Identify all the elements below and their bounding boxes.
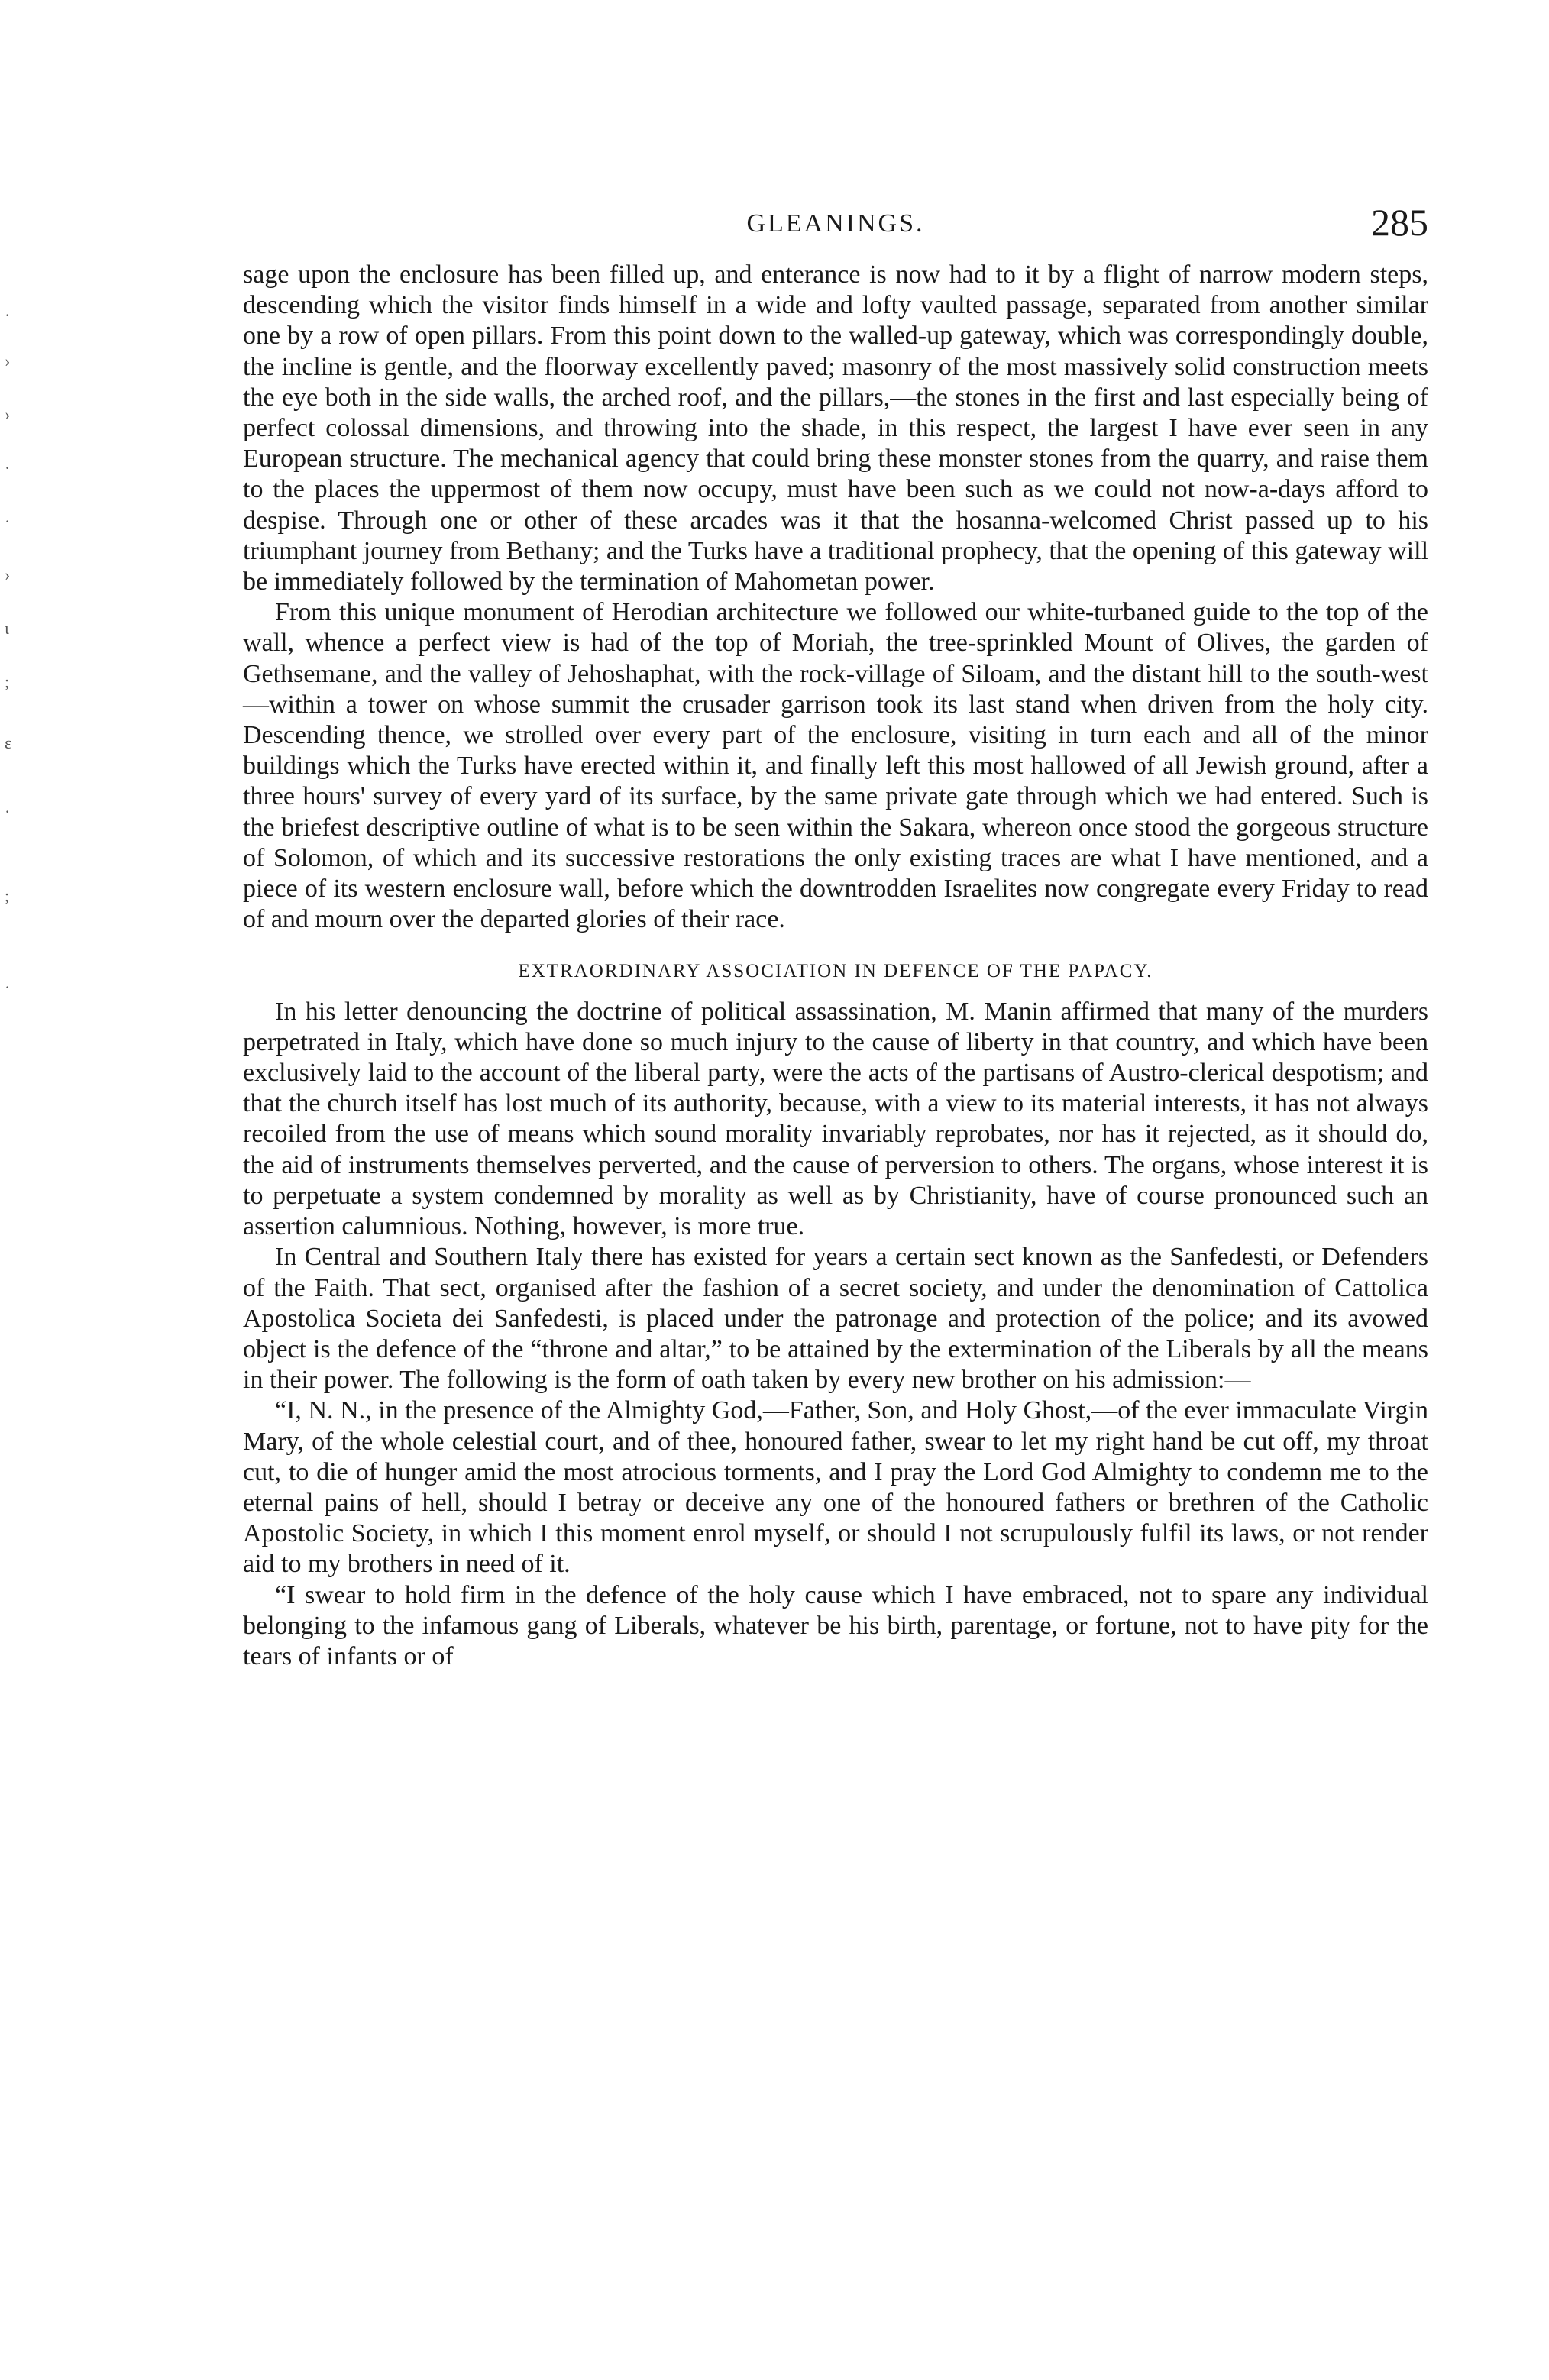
body-text: [243, 260, 1428, 1672]
oath-paragraph: “I swear to hold firm in the defence of the holy cause which I have embraced, not to spare any individual belonging to the infamous gang of Liberals, whatever be his birth, parentage, or fortune, not to have pity for the tears of infants or of: [243, 1580, 1428, 1670]
running-title: GLEANINGS.: [746, 209, 925, 238]
margin-marks: · › › · · › ι ; ɛ · ; ·: [5, 306, 12, 997]
page: [243, 201, 1429, 1672]
running-head: [243, 201, 1428, 260]
paragraph: From this unique monument of Herodian architecture we followed our white-turbaned guide to the top of the wall, whence a perfect view is had of the top of Moriah, the tree-sprinkled Mount of Olives, the garden of Gethsemane, and the valley of Jehoshaphat, with the rock-village of Siloam, and the distant hill to the south-west—within a tower on whose summit the crusader garrison took its last stand when driven from the holy city. Descending thence, we strolled over every part of the enclosure, visiting in turn each and all of the minor buildings which the Turks have erected within it, and finally left this most hallowed of all Jewish ground, after a three hours' survey of every yard of its surface, by the same private gate through which we had entered. Such is the briefest descriptive outline of what is to be seen within the Sakara, whereon once stood the gorgeous structure of Solomon, of which and its successive restorations the only existing traces are what I have mentioned, and a piece of its western enclosure wall, before which the downtrodden Israelites now congregate every Friday to read of and mourn over the departed glories of their race.: [243, 598, 1428, 934]
section-heading: EXTRAORDINARY ASSOCIATION IN DEFENCE OF THE PAPACY.: [518, 961, 1153, 982]
page-number: 285: [1371, 201, 1428, 244]
paragraph-continued: sage upon the enclosure has been filled up, and enterance is now had to it by a flight of narrow modern steps, descending which the visitor finds himself in a wide and lofty vaulted passage, separated from another similar one by a row of open pillars. From this point down to the walled-up gateway, which was correspondingly double, the incline is gentle, and the floorway excellently paved; masonry of the most massively solid construction meets the eye both in the side walls, the arched roof, and the pillars,—the stones in the first and last especially being of perfect colossal dimensions, and throwing into the shade, in this respect, the largest I have ever seen in any European structure. The mechanical agency that could bring these monster stones from the quarry, and raise them to the places the uppermost of them now occupy, must have been such as we could not now-a-days afford to despise. Through one or other of these arcades was it that the hosanna-welcomed Christ passed up to his triumphant journey from Bethany; and the Turks have a traditional prophecy, that the opening of this gateway will be immediately followed by the termination of Mahometan power.: [243, 260, 1429, 597]
paragraph: In his letter denouncing the doctrine of political assassination, M. Manin affirmed that many of the murders perpetrated in Italy, which have done so much injury to the cause of liberty in that country, and which have been exclusively laid to the account of the liberal party, were the acts of the partisans of Austro-clerical despotism; and that the church itself has lost much of its authority, because, with a view to its material interests, it has not always recoiled from the use of means which sound morality invariably reprobates, nor has it rejected, as it should do, the aid of instruments themselves perverted, and the cause of perversion to others. The organs, whose interest it is to perpetuate a system condemned by morality as well as by Christianity, have of course pronounced such an assertion calumnious. Nothing, however, is more true.: [243, 997, 1428, 1241]
oath-paragraph: “I, N. N., in the presence of the Almighty God,—Father, Son, and Holy Ghost,—of the ever immaculate Virgin Mary, of the whole celestial court, and of thee, honoured father, swear to let my right hand be cut off, my throat cut, to die of hunger amid the most atrocious torments, and I pray the Lord God Almighty to condemn me to the eternal pains of hell, should I betray or deceive any one of the honoured fathers or brethren of the Catholic Apostolic Society, in which I this moment enrol myself, or should I not scrupulously fulfil its laws, or not render aid to my brothers in need of it.: [243, 1396, 1428, 1579]
paragraph: In Central and Southern Italy there has existed for years a certain sect known as the Sanfedesti, or Defenders of the Faith. That sect, organised after the fashion of a secret society, and under the denomination of Cattolica Apostolica Societa dei Sanfedesti, is placed under the patronage and protection of the police; and its avowed object is the defence of the “throne and altar,” to be attained by the extermination of the Liberals by all the means in their power. The following is the form of oath taken by every new brother on his admission:—: [243, 1243, 1428, 1395]
